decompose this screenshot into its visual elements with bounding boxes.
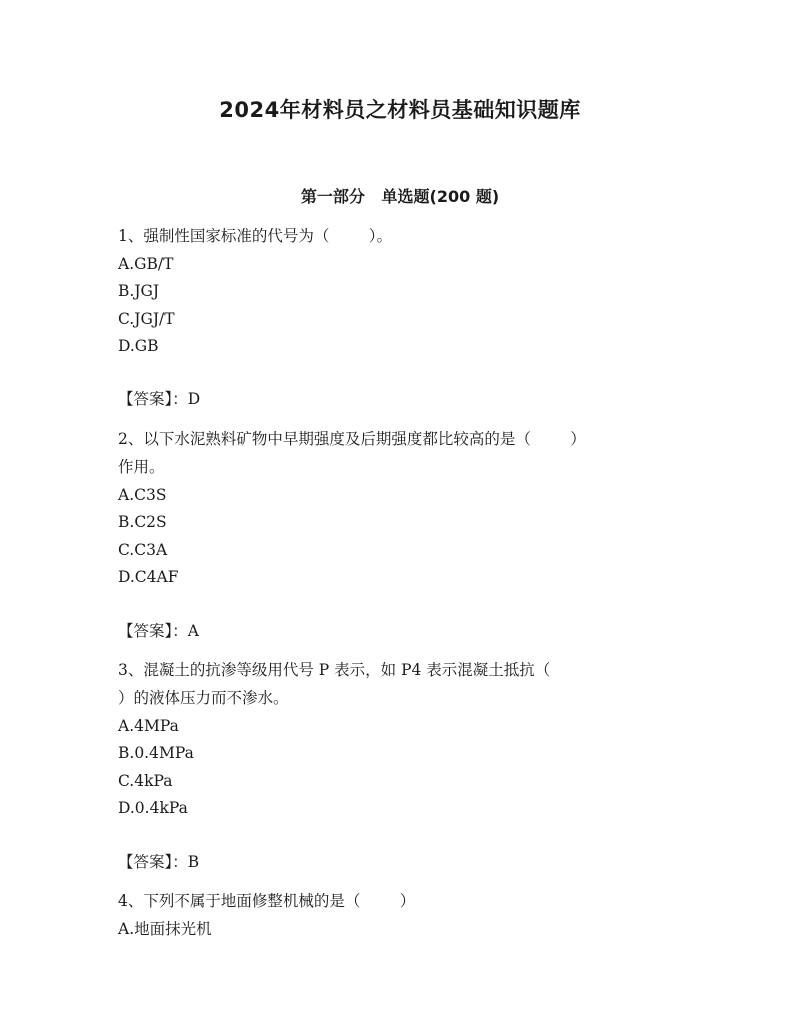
answer: 【答案】：D (118, 390, 201, 408)
question-stem: 3、混凝土的抗渗等级用代号 P 表示，如 P4 表示混凝土抵抗（ (118, 661, 551, 679)
option-b: B.C2S (118, 513, 167, 531)
document-title: 2024年材料员之材料员基础知识题库 (219, 98, 581, 122)
question-stem-continued: 作用。 (118, 458, 165, 476)
question-stem: 2、以下水泥熟料矿物中早期强度及后期强度都比较高的是（ ） (118, 430, 586, 448)
option-d: D.C4AF (118, 568, 179, 586)
answer: 【答案】：A (118, 622, 199, 640)
option-d: D.GB (118, 337, 159, 355)
question-stem-continued: ）的液体压力而不渗水。 (118, 689, 289, 707)
question-stem: 4、下列不属于地面修整机械的是（ ） (118, 892, 416, 910)
option-b: B.JGJ (118, 282, 160, 300)
section-heading: 第一部分 单选题(200 题) (300, 187, 500, 206)
option-c: C.C3A (118, 541, 168, 559)
option-c: C.JGJ/T (118, 310, 175, 328)
option-a: A.4MPa (118, 717, 179, 735)
option-a: A.GB/T (118, 255, 174, 273)
option-a: A.C3S (118, 486, 167, 504)
option-d: D.0.4kPa (118, 799, 188, 817)
answer: 【答案】：B (118, 853, 200, 871)
option-c: C.4kPa (118, 772, 173, 790)
option-b: B.0.4MPa (118, 744, 194, 762)
question-stem: 1、强制性国家标准的代号为（ ）。 (118, 227, 393, 245)
option-a: A.地面抹光机 (118, 920, 212, 938)
